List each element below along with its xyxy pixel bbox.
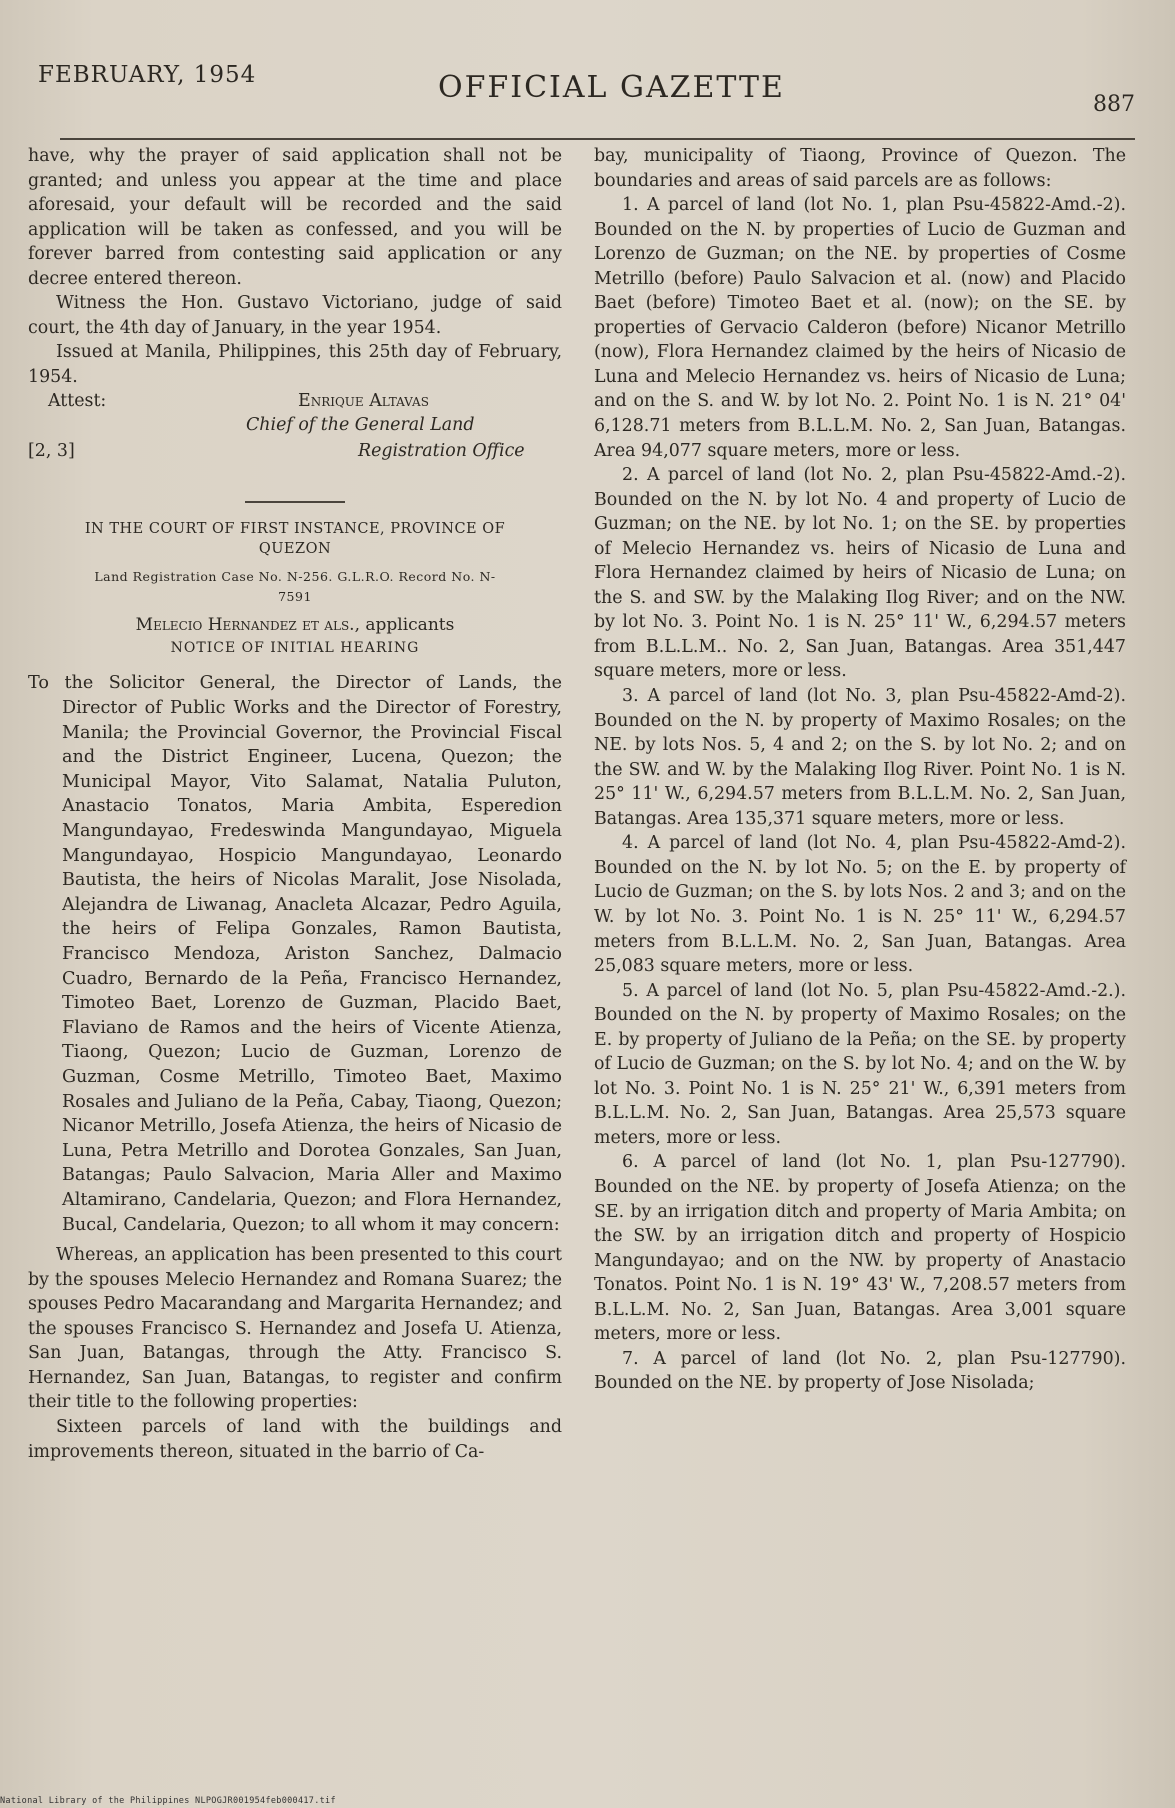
left-column <box>28 144 562 1464</box>
applicants-suffix: , applicants <box>354 615 455 636</box>
attest-signatory: Enrique Altavas <box>298 391 429 412</box>
paragraph: bay, municipality of Tiaong, Province of Quezon. The boundaries and areas of said parcels are as follows: <box>594 146 1126 191</box>
scan-footer: National Library of the Philippines NLPOGJR001954feb000417.tif <box>0 1796 336 1806</box>
right-column <box>594 144 1126 1396</box>
case-number: Land Registration Case No. N-256. G.L.R.O. Record No. N-7591 <box>94 569 496 605</box>
paragraph: have, why the prayer of said application shall not be granted; and unless you appear at the time and place aforesaid, your default will be recorded and the said application will be taken as confessed, and you will be forever barred from contesting said application or any decree entered thereon. <box>28 146 562 289</box>
attest-label: Attest: <box>48 391 107 412</box>
header-rule <box>60 138 1135 140</box>
paragraph: Witness the Hon. Gustavo Victoriano, judge of said court, the 4th day of January, in the year 1954. <box>28 293 562 338</box>
parcel-description: 5. A parcel of land (lot No. 5, plan Psu-45822-Amd.-2.). Bounded on the N. by property of Maximo Rosales; on the E. by property of Juliano de la Peña; on the SE. by property of Lucio de Guzman; on the S. by lot No. 4; and on the W. by lot No. 3. Point No. 1 is N. 25° 21' W., 6,391 meters from B.L.L.M. No. 2, San Juan, Batangas. Area 25,573 square meters, more or less. <box>594 980 1126 1148</box>
applicants-name: Melecio Hernandez et als. <box>135 615 355 636</box>
page-header <box>38 58 1135 118</box>
parcel-description: 1. A parcel of land (lot No. 1, plan Psu-45822-Amd.-2). Bounded on the N. by properties of Lucio de Guzman and Lorenzo de Guzman; on the NE. by properties of Cosme Metrillo (before) Paulo Salvacion et al. (now) and Placido Baet (before) Timoteo Baet et al. (now); on the SE. by properties of Gervacio Calderon (before) Nicanor Metrillo (now), Flora Hernandez claimed by the heirs of Nicasio de Luna and Melecio Hernandez vs. heirs of Nicasio de Luna; and on the S. and W. by lot No. 2. Point No. 1 is N. 21° 04' 6,128.71 meters from B.L.L.M. No. 2, San Juan, Batangas. Area 94,077 square meters, more or less. <box>594 195 1126 461</box>
court-heading: IN THE COURT OF FIRST INSTANCE, PROVINCE OF QUEZON <box>84 521 506 558</box>
paragraph: Issued at Manila, Philippines, this 25th day of February, 1954. <box>28 342 562 387</box>
paragraph: Sixteen parcels of land with the buildings and improvements thereon, situated in the barrio of Ca- <box>28 1416 562 1462</box>
parcel-description: 2. A parcel of land (lot No. 2, plan Psu-45822-Amd.-2). Bounded on the N. by lot No. 4 and property of Lucio de Guzman; on the NE. by lot No. 1; on the SE. by properties of Melecio Hernandez vs. heirs of Nicasio de Luna and Flora Hernandez claimed by heirs of Nicasio de Luna; on the S. and SW. by the Malaking Ilog River; and on the NW. by lot No. 3. Point No. 1 is N. 25° 11' W., 6,294.57 meters from B.L.L.M.. No. 2, San Juan, Batangas. Area 351,447 square meters, more or less. <box>594 465 1126 682</box>
attest-title: Chief of the General Land <box>246 415 475 436</box>
addressee-paragraph: To the Solicitor General, the Director of Lands, the Director of Public Works and the Director of Forestry, Manila; the Provincial Governor, the Provincial Fiscal and the District Engineer, Lucena, Quezon; the Municipal Mayor, Vito Salamat, Natalia Puluton, Anastacio Tonatos, Maria Ambita, Esperedion Mangundayao, Fredeswinda Mangundayao, Miguela Mangundayao, Hospicio Mangundayao, Leonardo Bautista, the heirs of Nicolas Maralit, Jose Nisolada, Alejandra de Liwanag, Anacleta Alcazar, Pedro Aguila, the heirs of Felipa Gonzales, Ramon Bautista, Francisco Mendoza, Ariston Sanchez, Dalmacio Cuadro, Bernardo de la Peña, Francisco Hernandez, Timoteo Baet, Lorenzo de Guzman, Placido Baet, Flaviano de Ramos and the heirs of Vicente Atienza, Tiaong, Quezon; Lucio de Guzman, Lorenzo de Guzman, Cosme Metrillo, Timoteo Baet, Maximo Rosales and Juliano de la Peña, Cabay, Tiaong, Quezon; Nicanor Metrillo, Josefa Atienza, the heirs of Nicasio de Luna, Petra Metrillo and Dorotea Gonzales, San Juan, Batangas; Paulo Salvacion, Maria Aller and Maximo Altamirano, Candelaria, Quezon; and Flora Hernandez, Bucal, Candelaria, Quezon; to all whom it may concern: <box>28 673 562 1235</box>
parcel-description: 7. A parcel of land (lot No. 2, plan Psu-127790). Bounded on the NE. by property of Jose Nisolada; <box>594 1348 1126 1394</box>
parcel-description: 4. A parcel of land (lot No. 4, plan Psu-45822-Amd-2). Bounded on the N. by lot No. 5; on the E. by property of Lucio de Guzman; on the S. by lots Nos. 2 and 3; and on the W. by lot No. 3. Point No. 1 is N. 25° 11' W., 6,294.57 meters from B.L.L.M. No. 2, San Juan, Batangas. Area 25,083 square meters, more or less. <box>594 833 1126 977</box>
publication-title: OFFICIAL GAZETTE <box>438 70 785 105</box>
parcel-description: 3. A parcel of land (lot No. 3, plan Psu-45822-Amd-2). Bounded on the N. by property of Maximo Rosales; on the NE. by lots Nos. 5, 4 and 2; on the S. by lot No. 2; and on the SW. and W. by the Malaking Ilog River. Point No. 1 is N. 25° 11' W., 6,294.57 meters from B.L.L.M. No. 2, San Juan, Batangas. Area 135,371 square meters, more or less. <box>594 686 1126 829</box>
notice-title: NOTICE OF INITIAL HEARING <box>170 640 420 657</box>
attestation-block <box>28 389 562 487</box>
paragraph: Whereas, an application has been presented to this court by the spouses Melecio Hernandez and Romana Suarez; the spouses Pedro Macarandang and Margarita Hernandez; and the spouses Francisco S. Hernandez and Josefa U. Atienza, San Juan, Batangas, through the Atty. Francisco S. Hernandez, San Juan, Batangas, to register and confirm their title to the following properties: <box>28 1245 562 1413</box>
section-divider <box>245 501 345 503</box>
page-number: 887 <box>1093 92 1135 117</box>
attest-title-office: Registration Office <box>358 441 525 462</box>
issue-reference: [2, 3] <box>28 441 75 462</box>
applicants-line <box>28 613 562 637</box>
parcel-description: 6. A parcel of land (lot No. 1, plan Psu-127790). Bounded on the NE. by property of Josefa Atienza; on the SE. by an irrigation ditch and property of Maria Ambita; on the SW. by an irrigation ditch and property of Hospicio Mangundayao; and on the NW. by property of Anastacio Tonatos. Point No. 1 is N. 19° 43' W., 7,208.57 meters from B.L.L.M. No. 2, San Juan, Batangas. Area 3,001 square meters, more or less. <box>594 1152 1126 1345</box>
issue-date: FEBRUARY, 1954 <box>38 62 257 88</box>
